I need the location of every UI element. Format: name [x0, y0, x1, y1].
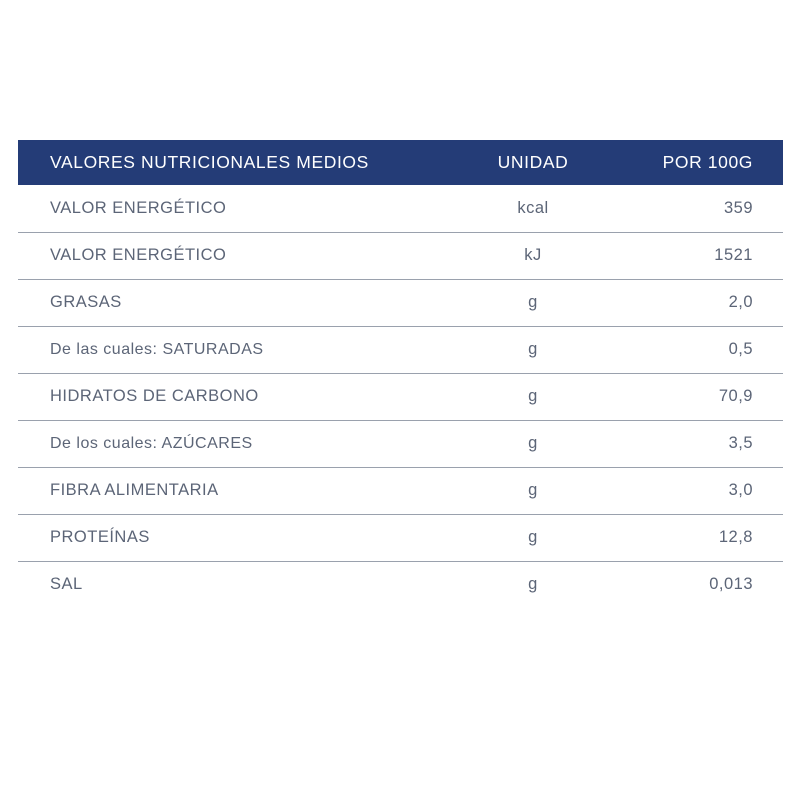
- cell-value-per-100g: 0,5: [608, 326, 783, 373]
- cell-nutrient-label: FIBRA ALIMENTARIA: [18, 467, 458, 514]
- cell-unit: g: [458, 373, 608, 420]
- cell-unit: g: [458, 514, 608, 561]
- cell-unit: g: [458, 279, 608, 326]
- table-body: [18, 185, 783, 608]
- cell-unit: kJ: [458, 232, 608, 279]
- cell-unit: g: [458, 467, 608, 514]
- cell-nutrient-label: PROTEÍNAS: [18, 514, 458, 561]
- table-row: [18, 279, 783, 326]
- table-row: [18, 326, 783, 373]
- cell-nutrient-label: SAL: [50, 575, 83, 594]
- table-row: [18, 373, 783, 420]
- cell-nutrient-sub-label: De las cuales: SATURADAS: [18, 326, 458, 373]
- cell-value-per-100g: 70,9: [608, 373, 783, 420]
- table-header: [18, 140, 783, 185]
- table-row: [18, 420, 783, 467]
- header-cell-per-100g: POR 100G: [662, 152, 753, 172]
- cell-value-per-100g: 2,0: [608, 279, 783, 326]
- cell-unit: kcal: [458, 185, 608, 232]
- cell-value-per-100g: 0,013: [709, 575, 753, 594]
- header-cell-unit: UNIDAD: [497, 152, 569, 172]
- cell-value-per-100g: 3,5: [608, 420, 783, 467]
- cell-nutrient-label: HIDRATOS DE CARBONO: [18, 373, 458, 420]
- cell-unit: g: [458, 420, 608, 467]
- cell-value-per-100g: 359: [608, 185, 783, 232]
- cell-nutrient-label: VALOR ENERGÉTICO: [18, 185, 458, 232]
- table-row: [18, 185, 783, 232]
- cell-value-per-100g: 1521: [608, 232, 783, 279]
- nutrition-facts-table: [18, 140, 783, 608]
- header-cell-nutrient: VALORES NUTRICIONALES MEDIOS: [50, 152, 369, 172]
- cell-value-per-100g: 12,8: [608, 514, 783, 561]
- table-header-row: [18, 140, 783, 185]
- table-row: [18, 561, 783, 608]
- table-row: [18, 467, 783, 514]
- table-row: [18, 232, 783, 279]
- cell-value-per-100g: 3,0: [608, 467, 783, 514]
- table-row: [18, 514, 783, 561]
- cell-nutrient-sub-label: De los cuales: AZÚCARES: [18, 420, 458, 467]
- cell-nutrient-label: VALOR ENERGÉTICO: [18, 232, 458, 279]
- cell-nutrient-label: GRASAS: [18, 279, 458, 326]
- cell-unit: g: [458, 326, 608, 373]
- cell-unit: g: [528, 575, 538, 594]
